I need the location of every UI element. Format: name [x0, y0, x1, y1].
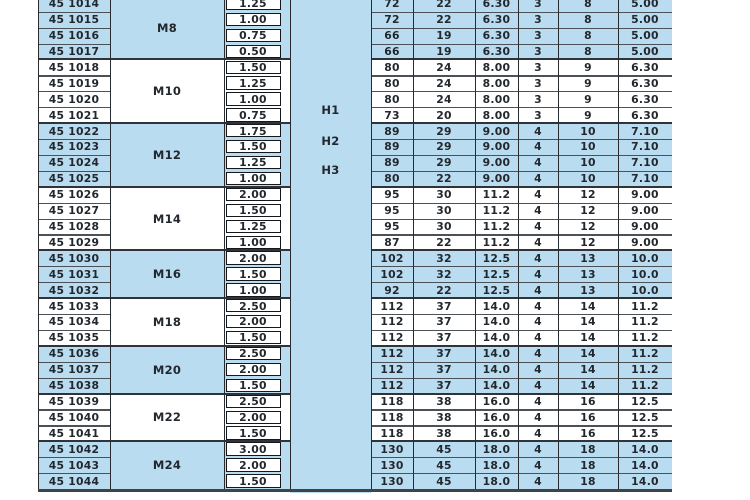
pitch-cell: 2.50 — [239, 299, 267, 313]
value-cell: 112 — [380, 379, 404, 393]
value-cell: 14 — [580, 379, 596, 393]
value-cell: 7.10 — [631, 124, 659, 138]
code-cell: 45 1028 — [48, 220, 100, 233]
code-cell: 45 1018 — [48, 60, 100, 74]
value-cell: 12.5 — [482, 251, 511, 265]
pitch-cell: 1.75 — [239, 124, 267, 138]
value-cell: 130 — [380, 474, 404, 488]
value-cell: 19 — [436, 29, 452, 43]
value-cell: 4 — [534, 140, 542, 154]
pitch-cell: 1.50 — [239, 140, 267, 154]
value-cell: 12 — [580, 188, 596, 202]
value-cell: 95 — [384, 220, 400, 233]
value-cell: 22 — [436, 172, 452, 186]
value-cell: 8 — [584, 29, 592, 43]
value-cell: 12 — [580, 220, 596, 233]
value-cell: 11.2 — [482, 235, 511, 249]
pitch-cell: 1.25 — [239, 0, 267, 11]
value-cell: 66 — [384, 44, 400, 58]
value-cell: 14.0 — [631, 458, 659, 472]
value-cell: 22 — [436, 13, 452, 27]
value-cell: 37 — [436, 299, 452, 313]
value-cell: 9 — [584, 92, 592, 106]
value-cell: 24 — [436, 60, 452, 74]
value-cell: 95 — [384, 204, 400, 218]
value-cell: 29 — [436, 156, 452, 170]
value-cell: 8 — [584, 0, 592, 11]
value-cell: 11.2 — [631, 363, 659, 377]
value-cell: 4 — [534, 251, 542, 265]
pitch-cell: 2.00 — [239, 251, 267, 265]
value-cell: 37 — [436, 315, 452, 329]
value-cell: 89 — [384, 156, 400, 170]
value-cell: 80 — [384, 92, 400, 106]
value-cell: 18 — [580, 442, 596, 456]
size-cell: M16 — [152, 267, 182, 282]
value-cell: 11.2 — [482, 220, 511, 233]
pitch-cell: 1.50 — [239, 379, 267, 393]
value-cell: 8.00 — [482, 60, 511, 74]
column-grid-line — [290, 0, 291, 490]
code-cell: 45 1037 — [48, 363, 100, 377]
h2-label: H2 — [321, 134, 340, 149]
value-cell: 10.0 — [631, 267, 659, 281]
value-cell: 9.00 — [631, 204, 659, 218]
code-cell: 45 1038 — [48, 379, 100, 393]
value-cell: 3 — [534, 108, 542, 122]
value-cell: 8.00 — [482, 76, 511, 90]
value-cell: 112 — [380, 347, 404, 361]
size-cell: M24 — [152, 458, 182, 473]
size-cell: M8 — [157, 20, 177, 35]
value-cell: 14 — [580, 347, 596, 361]
value-cell: 11.2 — [482, 204, 511, 218]
value-cell: 16.0 — [482, 426, 511, 440]
value-cell: 45 — [436, 442, 452, 456]
value-cell: 14.0 — [631, 442, 659, 456]
value-cell: 9.00 — [631, 220, 659, 233]
value-cell: 9.00 — [482, 124, 511, 138]
pitch-cell: 0.75 — [239, 108, 267, 122]
value-cell: 24 — [436, 92, 452, 106]
code-cell: 45 1041 — [48, 426, 100, 440]
value-cell: 37 — [436, 363, 452, 377]
code-cell: 45 1040 — [48, 410, 100, 424]
code-cell: 45 1035 — [48, 331, 100, 345]
code-cell: 45 1022 — [48, 124, 100, 138]
value-cell: 3 — [534, 0, 542, 11]
value-cell: 89 — [384, 140, 400, 154]
value-cell: 4 — [534, 442, 542, 456]
value-cell: 10 — [580, 124, 596, 138]
value-cell: 4 — [534, 267, 542, 281]
code-cell: 45 1042 — [48, 442, 100, 456]
value-cell: 6.30 — [482, 29, 511, 43]
value-cell: 3 — [534, 92, 542, 106]
value-cell: 16 — [580, 426, 596, 440]
value-cell: 8.00 — [482, 108, 511, 122]
size-cell: M10 — [152, 84, 182, 99]
code-cell: 45 1027 — [48, 204, 100, 218]
code-cell: 45 1020 — [48, 92, 100, 106]
value-cell: 80 — [384, 172, 400, 186]
value-cell: 11.2 — [631, 299, 659, 313]
value-cell: 45 — [436, 458, 452, 472]
value-cell: 3 — [534, 60, 542, 74]
value-cell: 13 — [580, 251, 596, 265]
value-cell: 9 — [584, 108, 592, 122]
table-bottom-border — [38, 489, 672, 492]
value-cell: 5.00 — [631, 0, 659, 11]
code-cell: 45 1025 — [48, 172, 100, 186]
value-cell: 72 — [384, 13, 400, 27]
value-cell: 14.0 — [482, 379, 511, 393]
value-cell: 9.00 — [482, 156, 511, 170]
code-cell: 45 1015 — [48, 13, 100, 27]
value-cell: 16.0 — [482, 395, 511, 409]
value-cell: 72 — [384, 0, 400, 11]
value-cell: 3 — [534, 76, 542, 90]
value-cell: 4 — [534, 426, 542, 440]
value-cell: 4 — [534, 235, 542, 249]
value-cell: 29 — [436, 124, 452, 138]
value-cell: 130 — [380, 442, 404, 456]
code-cell: 45 1023 — [48, 140, 100, 154]
value-cell: 16 — [580, 410, 596, 424]
value-cell: 4 — [534, 410, 542, 424]
pitch-cell: 1.00 — [239, 283, 267, 297]
value-cell: 37 — [436, 331, 452, 345]
pitch-cell: 3.00 — [239, 442, 267, 456]
value-cell: 4 — [534, 331, 542, 345]
value-cell: 29 — [436, 140, 452, 154]
code-cell: 45 1031 — [48, 267, 100, 281]
value-cell: 80 — [384, 60, 400, 74]
size-cell: M22 — [152, 410, 182, 425]
pitch-cell: 2.50 — [239, 395, 267, 409]
pitch-cell: 2.00 — [239, 410, 267, 424]
value-cell: 4 — [534, 395, 542, 409]
value-cell: 14.0 — [482, 315, 511, 329]
value-cell: 4 — [534, 379, 542, 393]
code-cell: 45 1034 — [48, 315, 100, 329]
value-cell: 4 — [534, 124, 542, 138]
value-cell: 3 — [534, 13, 542, 27]
value-cell: 16 — [580, 395, 596, 409]
value-cell: 14 — [580, 331, 596, 345]
value-cell: 38 — [436, 395, 452, 409]
value-cell: 20 — [436, 108, 452, 122]
value-cell: 14 — [580, 299, 596, 313]
value-cell: 5.00 — [631, 29, 659, 43]
pitch-cell: 1.00 — [239, 13, 267, 27]
pitch-cell: 1.50 — [239, 204, 267, 218]
pitch-cell: 2.00 — [239, 458, 267, 472]
code-cell: 45 1039 — [48, 395, 100, 409]
value-cell: 4 — [534, 188, 542, 202]
value-cell: 102 — [380, 267, 404, 281]
size-cell: M14 — [152, 211, 182, 226]
value-cell: 16.0 — [482, 410, 511, 424]
value-cell: 11.2 — [631, 347, 659, 361]
value-cell: 4 — [534, 315, 542, 329]
value-cell: 4 — [534, 220, 542, 233]
value-cell: 73 — [384, 108, 400, 122]
size-cell: M12 — [152, 147, 182, 162]
value-cell: 7.10 — [631, 140, 659, 154]
value-cell: 92 — [384, 283, 400, 297]
value-cell: 80 — [384, 76, 400, 90]
value-cell: 12.5 — [482, 267, 511, 281]
value-cell: 18.0 — [482, 474, 511, 488]
value-cell: 12 — [580, 235, 596, 249]
pitch-cell: 1.25 — [239, 156, 267, 170]
value-cell: 18 — [580, 458, 596, 472]
value-cell: 6.30 — [631, 76, 659, 90]
code-cell: 45 1024 — [48, 156, 100, 170]
code-cell: 45 1021 — [48, 108, 100, 122]
value-cell: 37 — [436, 379, 452, 393]
value-cell: 6.30 — [482, 44, 511, 58]
pitch-cell: 2.00 — [239, 315, 267, 329]
pitch-cell: 1.00 — [239, 92, 267, 106]
value-cell: 112 — [380, 299, 404, 313]
value-cell: 8 — [584, 13, 592, 27]
value-cell: 4 — [534, 363, 542, 377]
value-cell: 9.00 — [631, 235, 659, 249]
value-cell: 38 — [436, 410, 452, 424]
value-cell: 87 — [384, 235, 400, 249]
value-cell: 14.0 — [482, 299, 511, 313]
value-cell: 14.0 — [482, 363, 511, 377]
value-cell: 3 — [534, 29, 542, 43]
value-cell: 4 — [534, 474, 542, 488]
value-cell: 22 — [436, 0, 452, 11]
value-cell: 13 — [580, 267, 596, 281]
value-cell: 10.0 — [631, 283, 659, 297]
value-cell: 12.5 — [631, 395, 659, 409]
code-cell: 45 1014 — [48, 0, 100, 11]
pitch-cell: 1.25 — [239, 220, 267, 233]
value-cell: 12.5 — [482, 283, 511, 297]
value-cell: 22 — [436, 283, 452, 297]
value-cell: 30 — [436, 188, 452, 202]
value-cell: 4 — [534, 204, 542, 218]
value-cell: 13 — [580, 283, 596, 297]
code-cell: 45 1017 — [48, 44, 100, 58]
value-cell: 7.10 — [631, 156, 659, 170]
value-cell: 9.00 — [482, 140, 511, 154]
value-cell: 14.0 — [631, 474, 659, 488]
value-cell: 30 — [436, 220, 452, 233]
value-cell: 6.30 — [482, 13, 511, 27]
value-cell: 9 — [584, 60, 592, 74]
value-cell: 112 — [380, 315, 404, 329]
pitch-cell: 2.00 — [239, 363, 267, 377]
value-cell: 5.00 — [631, 13, 659, 27]
value-cell: 32 — [436, 267, 452, 281]
value-cell: 11.2 — [631, 315, 659, 329]
value-cell: 5.00 — [631, 44, 659, 58]
value-cell: 37 — [436, 347, 452, 361]
pitch-cell: 1.50 — [239, 474, 267, 488]
value-cell: 19 — [436, 44, 452, 58]
value-cell: 10 — [580, 156, 596, 170]
value-cell: 130 — [380, 458, 404, 472]
value-cell: 12.5 — [631, 426, 659, 440]
pitch-cell: 1.50 — [239, 267, 267, 281]
value-cell: 10 — [580, 140, 596, 154]
value-cell: 14.0 — [482, 331, 511, 345]
pitch-cell: 1.50 — [239, 426, 267, 440]
value-cell: 12 — [580, 204, 596, 218]
value-cell: 3 — [534, 44, 542, 58]
pitch-cell: 0.75 — [239, 29, 267, 43]
value-cell: 4 — [534, 172, 542, 186]
value-cell: 4 — [534, 283, 542, 297]
code-cell: 45 1019 — [48, 76, 100, 90]
thread-spec-table — [38, 0, 672, 496]
value-cell: 24 — [436, 76, 452, 90]
value-cell: 38 — [436, 426, 452, 440]
value-cell: 112 — [380, 331, 404, 345]
pitch-cell: 2.00 — [239, 188, 267, 202]
value-cell: 4 — [534, 156, 542, 170]
code-cell: 45 1026 — [48, 188, 100, 202]
pitch-cell: 1.50 — [239, 60, 267, 74]
value-cell: 66 — [384, 29, 400, 43]
value-cell: 8 — [584, 44, 592, 58]
pitch-cell: 1.00 — [239, 172, 267, 186]
value-cell: 12.5 — [631, 410, 659, 424]
pitch-cell: 2.50 — [239, 347, 267, 361]
value-cell: 11.2 — [631, 331, 659, 345]
code-cell: 45 1036 — [48, 347, 100, 361]
value-cell: 14.0 — [482, 347, 511, 361]
code-cell: 45 1016 — [48, 29, 100, 43]
value-cell: 30 — [436, 204, 452, 218]
value-cell: 118 — [380, 426, 404, 440]
code-cell: 45 1030 — [48, 251, 100, 265]
value-cell: 6.30 — [482, 0, 511, 11]
value-cell: 4 — [534, 299, 542, 313]
value-cell: 10 — [580, 172, 596, 186]
value-cell: 32 — [436, 251, 452, 265]
h1-label: H1 — [321, 103, 340, 118]
h3-label: H3 — [321, 163, 340, 178]
pitch-cell: 0.50 — [239, 44, 267, 58]
value-cell: 8.00 — [482, 92, 511, 106]
value-cell: 22 — [436, 235, 452, 249]
value-cell: 9.00 — [482, 172, 511, 186]
value-cell: 95 — [384, 188, 400, 202]
pitch-cell: 1.25 — [239, 76, 267, 90]
size-cell: M18 — [152, 314, 182, 329]
value-cell: 112 — [380, 363, 404, 377]
value-cell: 118 — [380, 395, 404, 409]
value-cell: 14 — [580, 315, 596, 329]
value-cell: 18.0 — [482, 442, 511, 456]
value-cell: 4 — [534, 347, 542, 361]
pitch-cell: 1.50 — [239, 331, 267, 345]
value-cell: 102 — [380, 251, 404, 265]
value-cell: 11.2 — [482, 188, 511, 202]
code-cell: 45 1044 — [48, 474, 100, 488]
value-cell: 11.2 — [631, 379, 659, 393]
value-cell: 118 — [380, 410, 404, 424]
value-cell: 18 — [580, 474, 596, 488]
value-cell: 6.30 — [631, 92, 659, 106]
pitch-cell: 1.00 — [239, 235, 267, 249]
code-cell: 45 1033 — [48, 299, 100, 313]
value-cell: 89 — [384, 124, 400, 138]
value-cell: 45 — [436, 474, 452, 488]
value-cell: 9 — [584, 76, 592, 90]
value-cell: 18.0 — [482, 458, 511, 472]
value-cell: 10.0 — [631, 251, 659, 265]
value-cell: 6.30 — [631, 108, 659, 122]
value-cell: 14 — [580, 363, 596, 377]
code-cell: 45 1029 — [48, 235, 100, 249]
value-cell: 6.30 — [631, 60, 659, 74]
value-cell: 9.00 — [631, 188, 659, 202]
size-cell: M20 — [152, 362, 182, 377]
value-cell: 4 — [534, 458, 542, 472]
code-cell: 45 1032 — [48, 283, 100, 297]
value-cell: 7.10 — [631, 172, 659, 186]
code-cell: 45 1043 — [48, 458, 100, 472]
h-tolerance-column — [290, 0, 371, 493]
